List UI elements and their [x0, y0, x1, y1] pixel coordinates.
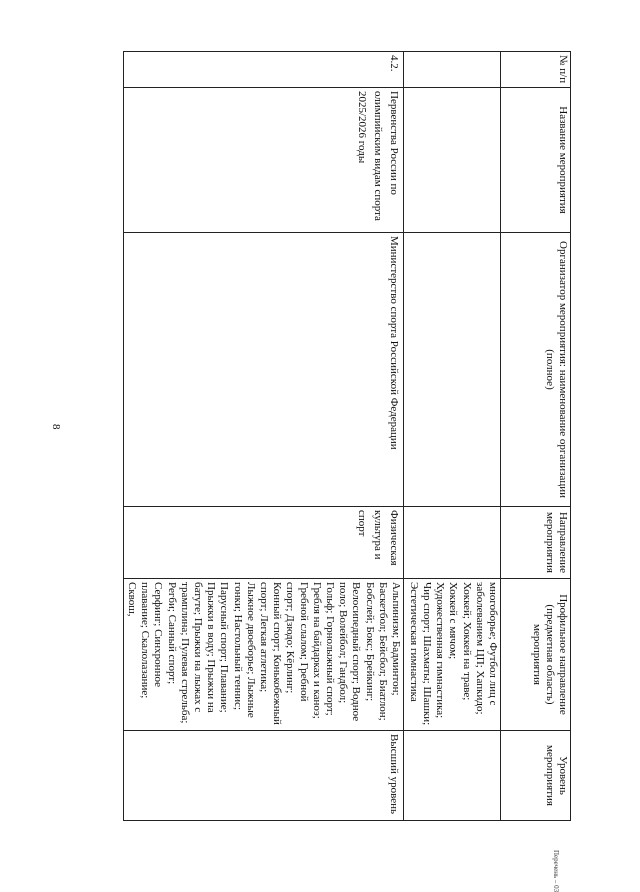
cell-direction: [404, 507, 501, 579]
header-level: Уровень мероприятия: [501, 731, 571, 821]
cell-direction: Физическая культура и спорт: [123, 507, 403, 579]
cell-organizer: Министерство спорта Российской Федерации: [123, 233, 403, 507]
page-number: 8: [50, 424, 62, 430]
cell-num: 4.2.: [123, 52, 403, 88]
cell-level: Высший уровень: [123, 731, 403, 821]
header-profile: Профильное направление (предметная область) мероприятия: [501, 579, 571, 731]
footer-label: Перечень – 03: [552, 850, 560, 892]
header-name: Название мероприятия: [501, 88, 571, 233]
cell-profile: многоборье; Футбол лиц с заболеванием ЦП; Хапкидо; Хоккей; Хоккей на траве; Хоккей с мячом; Художественная гимнастика; Чир спорт; Шахматы; Шашки; Эстетическая гимнастика: [404, 579, 501, 731]
header-num: № п/п: [501, 52, 571, 88]
cell-num: [404, 52, 501, 88]
cell-name: Первенства России по олимпийским видам спорта 2025/2026 годы: [123, 88, 403, 233]
table-row: [123, 52, 403, 821]
table-row: [404, 52, 501, 821]
cell-name: [404, 88, 501, 233]
header-direction: Направление мероприятия: [501, 507, 571, 579]
header-organizer: Организатор мероприятия: наименование организации (полное): [501, 233, 571, 507]
events-table: [123, 51, 571, 821]
cell-level: [404, 731, 501, 821]
cell-organizer: [404, 233, 501, 507]
cell-profile: Альпинизм; Бадминтон; Баскетбол; Бейсбол; Биатлон; Бобслей; Бокс; Брейкинг; Велосипедный спорт; Водное поло; Волейбол; Гандбол; Гольф; Горнолыжный спорт; Гребля на байдарках и каноэ; Гребной слалом; Гребной спорт; Дзюдо; Кёрлинг; Конный спорт; Конькобежный спорт; Легкая атлетика; Лыжное двоеборье; Лыжные гонки; Настольный теннис; Парусный спорт; Плавание; Прыжки в воду; Прыжки на батуте; Прыжки на лыжах с трамплина; Пулевая стрельба; Регби; Санный спорт; Серфинг; Синхронное плавание; Скалолазание; Сквош,: [123, 579, 403, 731]
rotated-page-content: [91, 51, 571, 820]
table-header-row: [501, 52, 571, 821]
